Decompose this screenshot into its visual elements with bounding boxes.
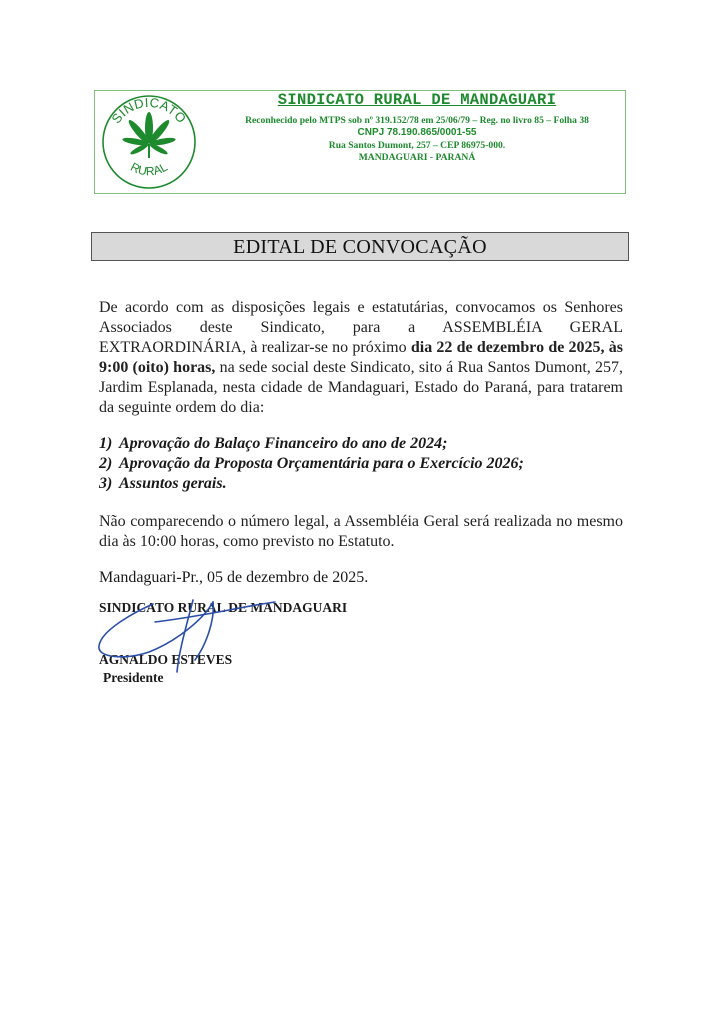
- agenda-item-text: Aprovação do Balaço Financeiro do ano de 2024;: [119, 435, 448, 452]
- logo-top-text: SINDICATO: [108, 94, 190, 127]
- svg-text:RURAL: [128, 160, 170, 179]
- org-name: SINDICATO RURAL DE MANDAGUARI: [277, 91, 557, 109]
- agenda-list: [99, 434, 524, 494]
- document-title: EDITAL DE CONVOCAÇÃO: [91, 232, 629, 261]
- handwritten-signature: [95, 594, 295, 674]
- city-line: MANDAGUARI - PARANÁ: [358, 152, 476, 163]
- address-line: Rua Santos Dumont, 257 – CEP 86975-000.: [328, 140, 506, 151]
- agenda-item: [99, 474, 524, 494]
- leaf-icon: [122, 112, 176, 158]
- agenda-item-number: 1): [99, 435, 113, 452]
- letterhead: [94, 90, 626, 194]
- recognition-line: Reconhecido pelo MTPS sob nº 319.152/78 em 25/06/79 – Reg. no livro 85 – Folha 38: [245, 115, 589, 126]
- signature-org-name: SINDICATO RURAL DE MANDAGUARI: [99, 600, 348, 615]
- intro-paragraph: [99, 298, 623, 418]
- meeting-date-time: dia 22 de dezembro de 2025, às 9:00 (oito) horas,: [99, 339, 624, 376]
- union-logo: [98, 93, 200, 191]
- signatory-role: Presidente: [103, 670, 164, 685]
- logo-bottom-text: RURAL: [128, 159, 170, 179]
- agenda-item-text: Aprovação da Proposta Orçamentária para o Exercício 2026;: [119, 455, 524, 472]
- signatory-name: AGNALDO ESTEVES: [99, 652, 233, 667]
- cnpj-line: CNPJ 78.190.865/0001-55: [357, 127, 477, 138]
- agenda-item-number: 3): [99, 475, 113, 492]
- agenda-item: [99, 454, 524, 474]
- agenda-item: [99, 434, 524, 454]
- second-call-paragraph: Não comparecendo o número legal, a Assembléia Geral será realizada no mesmo dia às 10:00 horas, como previsto no Estatuto.: [99, 513, 623, 550]
- agenda-item-number: 2): [99, 455, 113, 472]
- intro-text-end: na sede social deste Sindicato, sito á Rua Santos Dumont, 257, Jardim Esplanada, nesta cidade de Mandaguari, Estado do Paraná, para tratarem da seguinte ordem do dia:: [99, 359, 623, 416]
- intro-text-start: De acordo com as disposições legais e estatutárias, convocamos os Senhores Associados deste Sindicato, para a ASSEMBLÉIA GERAL EXTRAORDINÁRIA, à realizar-se no próximo: [99, 299, 623, 356]
- place-date: Mandaguari-Pr., 05 de dezembro de 2025.: [99, 569, 369, 586]
- agenda-item-text: Assuntos gerais.: [119, 475, 227, 492]
